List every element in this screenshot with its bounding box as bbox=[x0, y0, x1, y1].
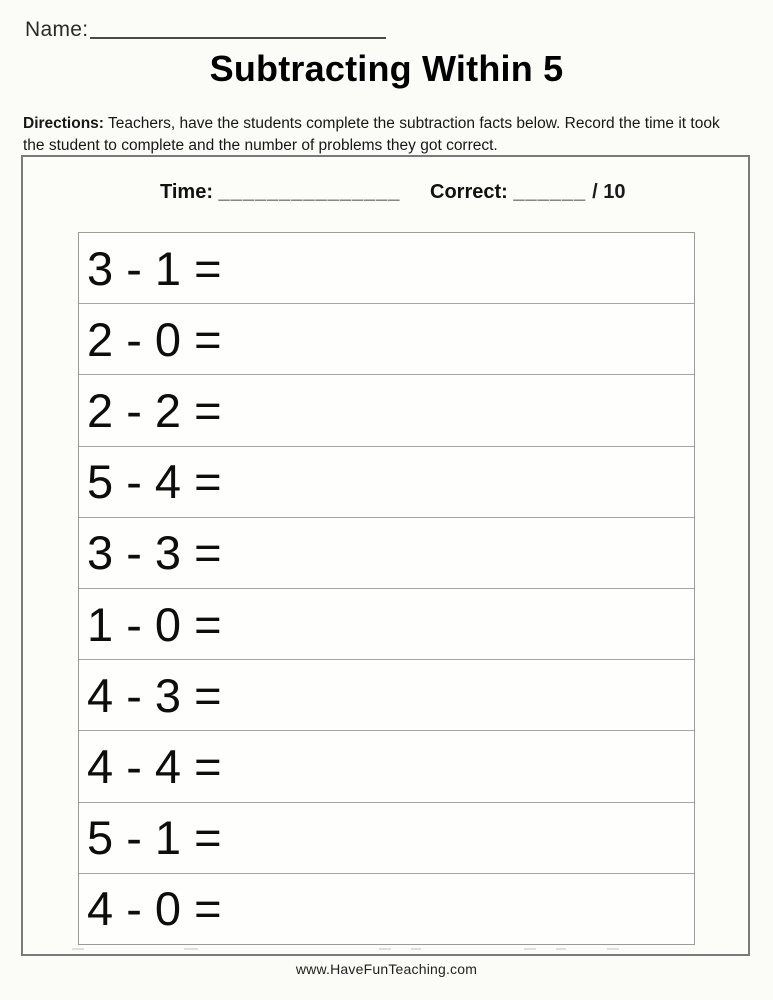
problem-expression: 3 - 3 = bbox=[87, 526, 222, 580]
score-row bbox=[23, 181, 748, 211]
problem-row-1 bbox=[79, 233, 694, 303]
answer-area[interactable] bbox=[222, 731, 694, 801]
page-title: Subtracting Within 5 bbox=[209, 48, 564, 89]
correct-label: Correct: bbox=[430, 181, 508, 203]
problems-table bbox=[78, 232, 695, 945]
answer-area[interactable] bbox=[222, 375, 694, 445]
answer-area[interactable] bbox=[222, 874, 694, 944]
scan-artifact bbox=[72, 948, 84, 950]
problem-expression: 2 - 2 = bbox=[87, 384, 222, 437]
name-fill-in-line[interactable] bbox=[90, 37, 386, 39]
problem-expression: 3 - 1 = bbox=[87, 241, 222, 295]
correct-fill-in-blank[interactable]: ______ bbox=[513, 181, 587, 203]
answer-area[interactable] bbox=[222, 447, 694, 517]
problem-expression: 1 - 0 = bbox=[87, 597, 222, 651]
scan-artifact bbox=[607, 948, 619, 950]
answer-area[interactable] bbox=[222, 803, 694, 873]
problem-expression: 4 - 3 = bbox=[87, 668, 222, 722]
problem-row-3 bbox=[79, 374, 694, 445]
answer-area[interactable] bbox=[222, 589, 694, 659]
answer-area[interactable] bbox=[222, 304, 694, 374]
directions-text bbox=[23, 113, 739, 157]
scan-artifact bbox=[556, 948, 566, 950]
time-group bbox=[160, 181, 400, 204]
correct-total: / 10 bbox=[592, 181, 626, 203]
footer-url: www.HaveFunTeaching.com bbox=[295, 961, 478, 977]
problem-expression: 5 - 4 = bbox=[87, 455, 222, 509]
scan-artifact bbox=[184, 948, 198, 950]
problem-row-6 bbox=[79, 588, 694, 659]
answer-area[interactable] bbox=[222, 233, 694, 303]
problem-expression: 5 - 1 = bbox=[87, 811, 222, 865]
problem-expression: 2 - 0 = bbox=[87, 312, 222, 366]
scan-artifact bbox=[524, 948, 536, 950]
problem-row-5 bbox=[79, 517, 694, 588]
directions-body: Teachers, have the students complete the subtraction facts below. Record the time it took the student to complete and the number of problems they got correct. bbox=[23, 115, 720, 154]
scan-artifact bbox=[379, 948, 391, 950]
problem-row-10 bbox=[79, 873, 694, 944]
problem-row-7 bbox=[79, 659, 694, 730]
worksheet-box bbox=[21, 155, 750, 956]
problem-expression: 4 - 0 = bbox=[87, 882, 222, 936]
problem-row-9 bbox=[79, 802, 694, 873]
problem-row-2 bbox=[79, 303, 694, 374]
time-label: Time: bbox=[160, 181, 213, 203]
name-label: Name: bbox=[25, 18, 89, 41]
problem-row-8 bbox=[79, 730, 694, 801]
problem-row-4 bbox=[79, 446, 694, 517]
directions-label: Directions: bbox=[23, 115, 104, 132]
answer-area[interactable] bbox=[222, 518, 694, 588]
answer-area[interactable] bbox=[222, 660, 694, 730]
time-fill-in-blank[interactable]: _______________ bbox=[218, 181, 401, 203]
scan-artifact bbox=[411, 948, 421, 950]
problem-expression: 4 - 4 = bbox=[87, 740, 222, 794]
correct-group bbox=[430, 181, 625, 204]
